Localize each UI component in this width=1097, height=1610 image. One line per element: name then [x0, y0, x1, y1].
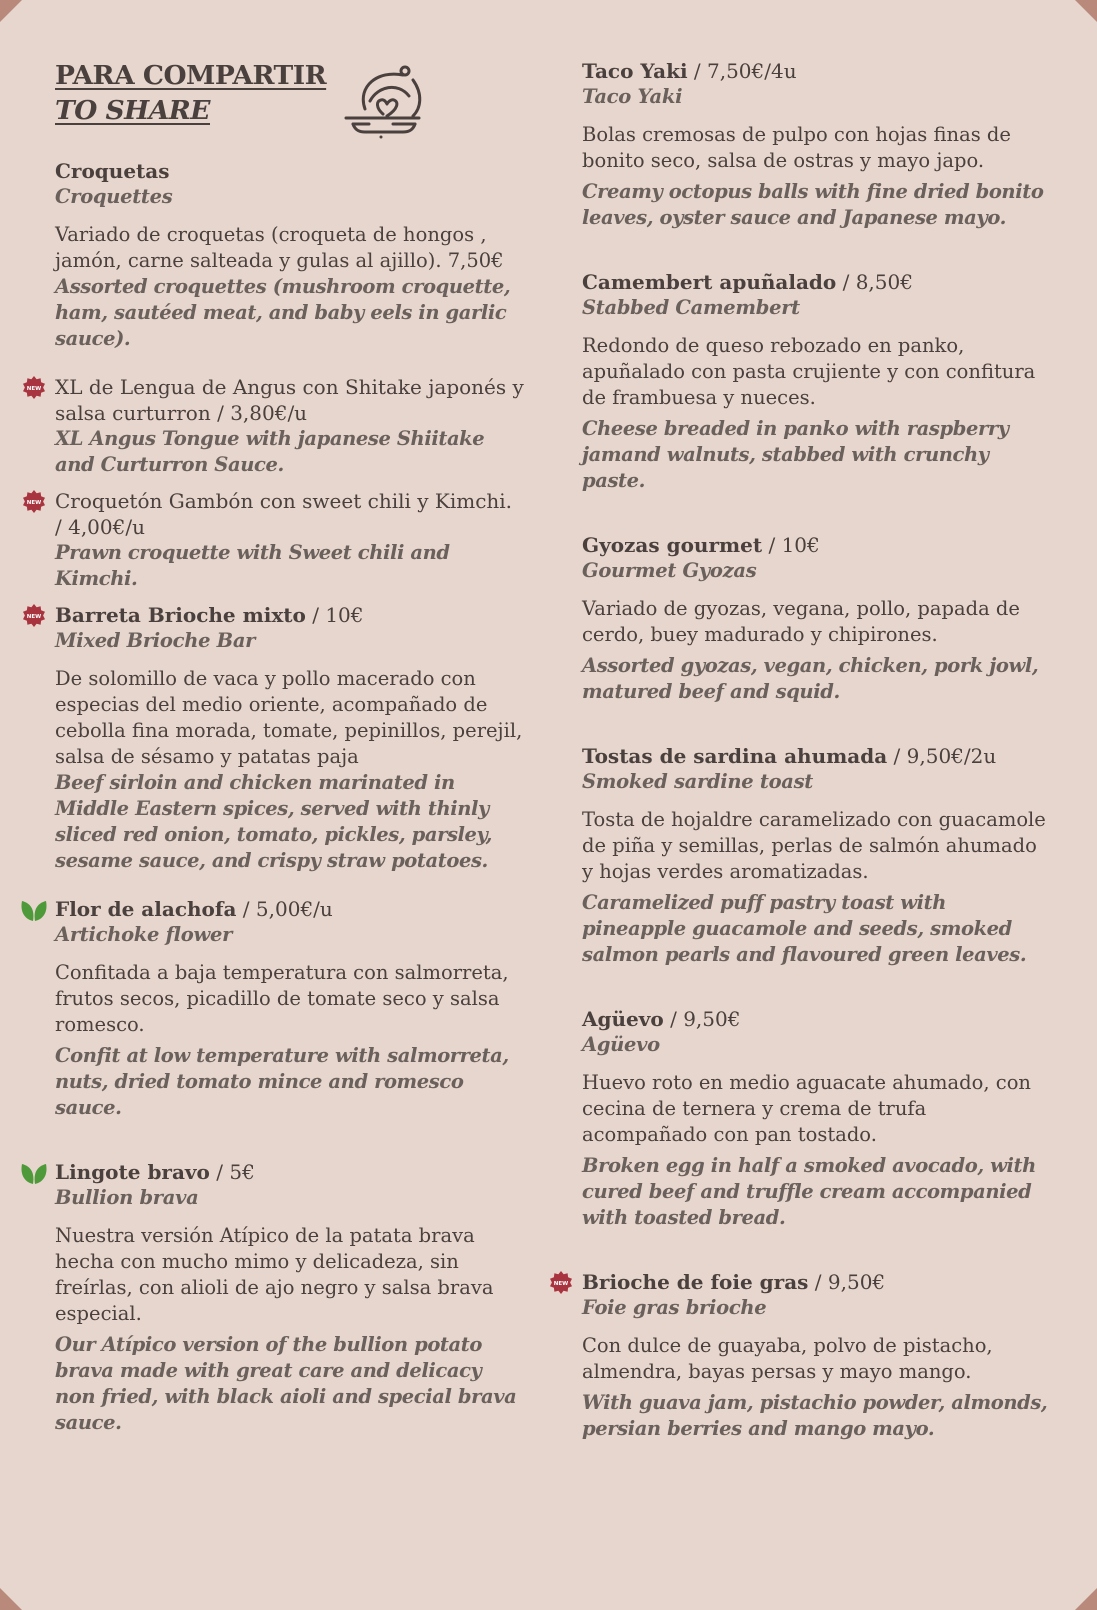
item-price: / 4,00€/u: [55, 515, 145, 539]
item-english-description: XL Angus Tongue with japanese Shiitake and Curturron Sauce.: [55, 427, 485, 476]
item-name: Brioche de foie gras: [582, 1270, 809, 1294]
item-english-title: Taco Yaki: [582, 85, 683, 108]
item-english-title: Foie gras brioche: [582, 1296, 767, 1319]
menu-column-left: [26, 58, 525, 1458]
item-english-description: Confit at low temperature with salmorreta, nuts, dried tomato mince and romesco sauce.: [55, 1044, 509, 1119]
cloche-heart-icon: [343, 64, 425, 140]
badge-label: NEW: [553, 1281, 569, 1287]
item-price: / 3,80€/u: [210, 401, 308, 425]
menu-item-barreta: [26, 602, 525, 874]
item-price: / 10€: [305, 603, 364, 627]
menu-item-camembert: [582, 269, 1052, 494]
item-name: Gyozas gourmet: [582, 533, 763, 557]
menu-item-croqueton: [26, 488, 525, 592]
item-description: Variado de gyozas, vegana, pollo, papada de cerdo, buey madurado y chipirones.: [582, 597, 1020, 646]
item-price: / 9,50€: [663, 1007, 741, 1031]
corner-decoration: [0, 1588, 22, 1610]
item-description: De solomillo de vaca y pollo macerado con especias del medio oriente, acompañado de cebolla fina morada, tomate, pepinillos, perejil, salsa de sésamo y patatas paja: [55, 667, 523, 768]
item-price: / 9,50€: [808, 1270, 886, 1294]
item-english-title: Bullion brava: [55, 1186, 199, 1209]
item-english-description: Creamy octopus balls with fine dried bonito leaves, oyster sauce and Japanese mayo.: [582, 180, 1044, 229]
corner-decoration: [1075, 1588, 1097, 1610]
item-price: / 5€: [209, 1160, 255, 1184]
item-price: / 10€: [762, 533, 820, 557]
menu-column-right: [553, 58, 1052, 1464]
item-name: Lingote bravo: [55, 1160, 210, 1184]
item-name: Agüevo: [582, 1007, 664, 1031]
item-name: Croquetón Gambón con sweet chili y Kimchi.: [55, 489, 513, 513]
item-english-title: Gourmet Gyozas: [582, 559, 757, 582]
section-header: [55, 58, 525, 158]
menu-item-alachofa: [55, 896, 525, 1121]
section-title-es: PARA COMPARTIR: [55, 60, 327, 91]
item-description: Nuestra versión Atípico de la patata brava hecha con mucho mimo y delicadeza, sin freírlas, con alioli de ajo negro y salsa brava especial.: [55, 1224, 494, 1325]
item-english-title: Mixed Brioche Bar: [55, 629, 256, 652]
item-description: Huevo roto en medio aguacate ahumado, con cecina de ternera y crema de trufa acompañado con pan tostado.: [582, 1071, 1031, 1146]
vegan-leaf-icon: [20, 897, 48, 923]
item-english-title: Artichoke flower: [55, 923, 233, 946]
item-price: / 8,50€: [836, 270, 913, 294]
badge-label: NEW: [26, 500, 42, 506]
item-english-description: Prawn croquette with Sweet chili and Kimchi.: [55, 541, 450, 590]
badge-label: NEW: [26, 614, 42, 620]
item-name: Taco Yaki: [582, 59, 688, 83]
item-description: Variado de croquetas (croqueta de hongos , jamón, carne salteada y gulas al ajillo). 7,50€: [55, 223, 504, 272]
item-english-title: Stabbed Camembert: [582, 296, 800, 319]
item-name: Croquetas: [55, 159, 170, 183]
item-price: / 7,50€/4u: [687, 59, 797, 83]
item-description: Bolas cremosas de pulpo con hojas finas de bonito seco, salsa de ostras y mayo japo.: [582, 123, 1011, 172]
item-english-description: Our Atípico version of the bullion potato brava made with great care and delicacy non fried, with black aioli and special brava sauce.: [55, 1333, 517, 1434]
item-name: Flor de alachofa: [55, 897, 237, 921]
menu-item-taco-yaki: [582, 58, 1052, 231]
item-english-description: Caramelized puff pastry toast with pineapple guacamole and seeds, smoked salmon pearls and flavoured green leaves.: [582, 891, 1027, 966]
item-name: XL de Lengua de Angus con Shitake japonés y salsa curturron: [55, 375, 524, 425]
corner-decoration: [0, 0, 22, 22]
item-description: Redondo de queso rebozado en panko, apuñalado con pasta crujiente y con confitura de frambuesa y nueces.: [582, 334, 1036, 409]
section-title-en: TO SHARE: [55, 95, 210, 126]
item-english-description: Cheese breaded in panko with raspberry jamand walnuts, stabbed with crunchy paste.: [582, 417, 1009, 492]
menu-item-gyozas: [582, 532, 1052, 705]
menu-item-croquetas: [55, 158, 525, 352]
menu-item-tostas: [582, 743, 1052, 968]
item-english-description: Beef sirloin and chicken marinated in Middle Eastern spices, served with thinly sliced red onion, tomato, pickles, parsley, sesame sauce, and crispy straw potatoes.: [55, 771, 493, 872]
item-price: / 9,50€/2u: [887, 744, 997, 768]
item-name: Barreta Brioche mixto: [55, 603, 306, 627]
corner-decoration: [1075, 0, 1097, 22]
item-english-title: Agüevo: [582, 1033, 660, 1056]
menu-item-aguevo: [582, 1006, 1052, 1231]
item-name: Tostas de sardina ahumada: [582, 744, 888, 768]
menu-item-lingote: [55, 1159, 525, 1436]
menu-item-foie-gras: [553, 1269, 1052, 1442]
item-english-title: Croquettes: [55, 185, 173, 208]
new-badge-icon: [22, 490, 46, 514]
badge-label: NEW: [26, 386, 42, 392]
item-price: / 5,00€/u: [236, 897, 333, 921]
item-english-description: Broken egg in half a smoked avocado, with cured beef and truffle cream accompanied with toasted bread.: [582, 1154, 1036, 1229]
new-badge-icon: [22, 604, 46, 628]
item-english-description: Assorted gyozas, vegan, chicken, pork jowl, matured beef and squid.: [582, 654, 1039, 703]
item-description: Tosta de hojaldre caramelizado con guacamole de piña y semillas, perlas de salmón ahumado y hojas verdes aromatizadas.: [582, 808, 1046, 883]
item-english-description: Assorted croquettes (mushroom croquette, ham, sautéed meat, and baby eels in garlic sauce).: [55, 275, 511, 350]
vegan-leaf-icon: [20, 1160, 48, 1186]
item-english-title: Smoked sardine toast: [582, 770, 813, 793]
item-english-description: With guava jam, pistachio powder, almonds, persian berries and mango mayo.: [582, 1391, 1048, 1440]
item-description: Confitada a baja temperatura con salmorreta, frutos secos, picadillo de tomate seco y salsa romesco.: [55, 961, 509, 1036]
new-badge-icon: [22, 376, 46, 400]
item-name: Camembert apuñalado: [582, 270, 837, 294]
menu-item-lengua: [26, 374, 525, 478]
item-description: Con dulce de guayaba, polvo de pistacho, almendra, bayas persas y mayo mango.: [582, 1334, 993, 1383]
new-badge-icon: [549, 1271, 573, 1295]
